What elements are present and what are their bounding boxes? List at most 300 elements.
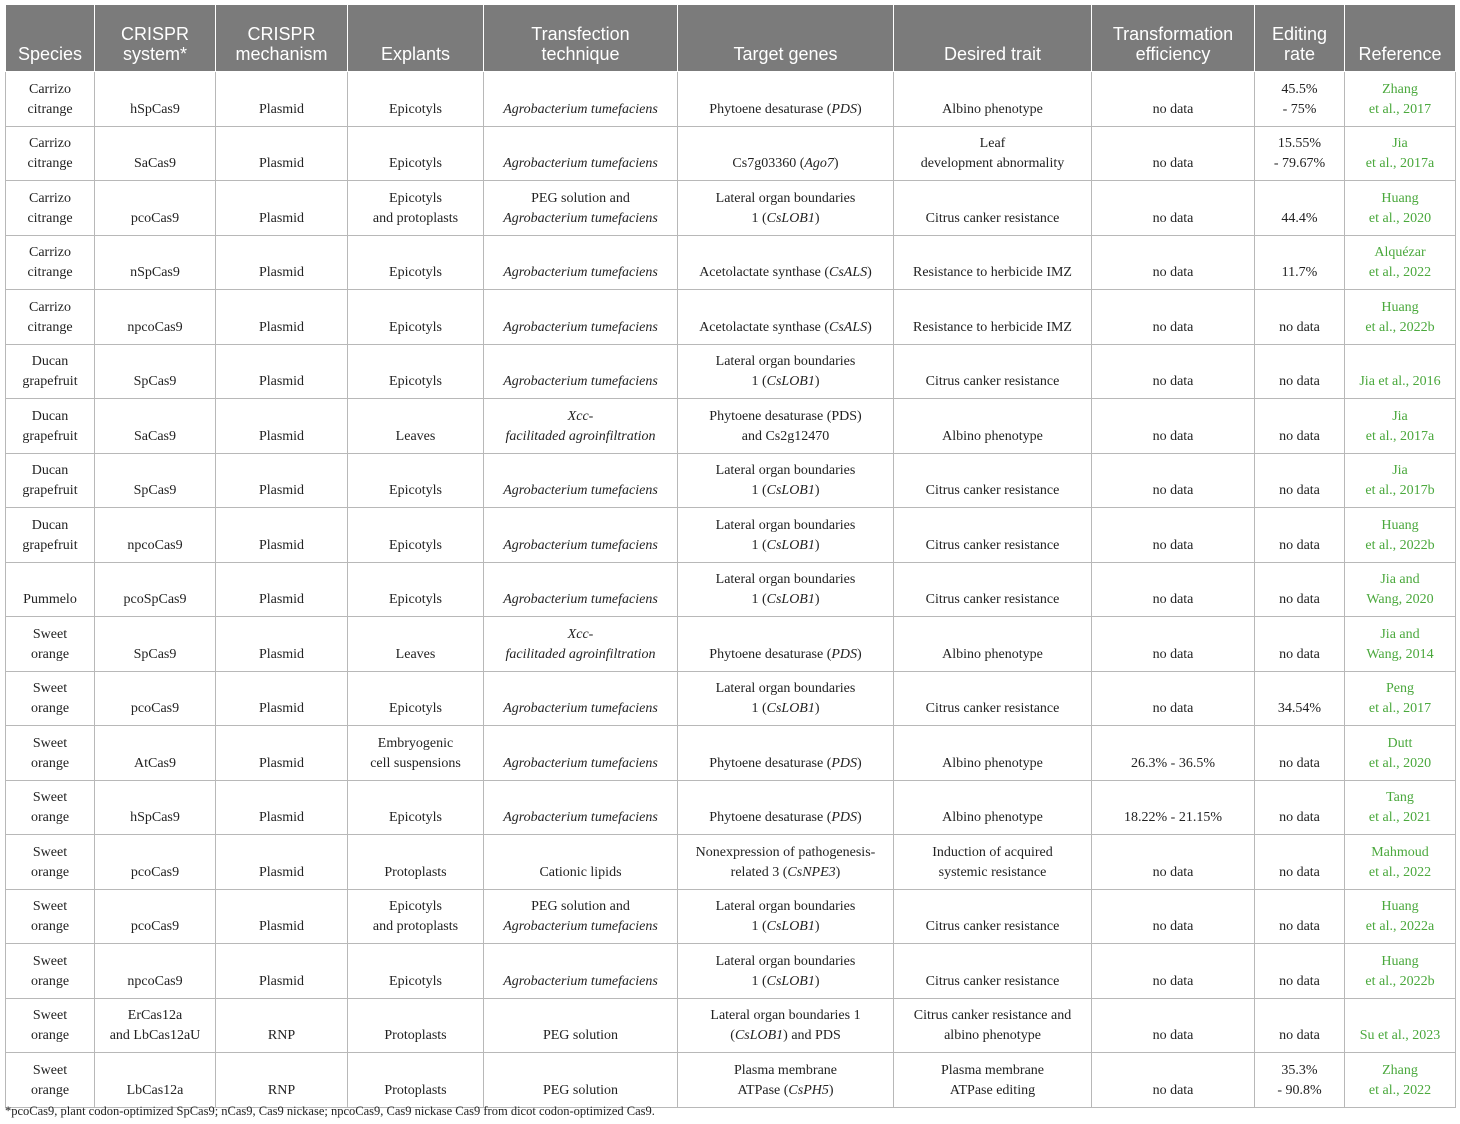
explants-line: Epicotyls xyxy=(389,483,442,499)
column-header-line: Explants xyxy=(380,44,451,64)
species-cell xyxy=(6,235,95,290)
crispr-mechanism-cell xyxy=(216,671,348,726)
transfection-technique-line: Xcc- xyxy=(567,626,594,642)
target-gene-symbol: Ago7 xyxy=(804,156,834,172)
editing-rate-line: no data xyxy=(1279,319,1320,335)
transfection-technique-line: PEG solution and xyxy=(531,190,630,206)
crispr-system-line: LbCas12a xyxy=(126,1082,184,1098)
editing-rate-cell xyxy=(1255,72,1345,127)
target-genes-cell xyxy=(678,181,894,236)
target-genes-text: 1 ( xyxy=(751,210,767,226)
target-gene-symbol: CsLOB1 xyxy=(766,973,815,989)
transfection-technique-cell xyxy=(484,835,678,890)
editing-rate-cell xyxy=(1255,998,1345,1053)
target-genes-text: ) xyxy=(814,537,820,553)
target-genes-text: and Cs2g12470 xyxy=(741,428,830,444)
target-genes-line: Lateral organ boundaries xyxy=(715,354,856,370)
reference-link[interactable] xyxy=(1345,835,1456,890)
target-gene-symbol: CsLOB1 xyxy=(734,1028,784,1044)
reference-line: Huang xyxy=(1381,953,1419,969)
crispr-system-cell xyxy=(95,399,216,454)
species-line: Sweet xyxy=(32,1062,68,1078)
table-row xyxy=(6,508,1456,563)
target-genes-cell xyxy=(678,780,894,835)
species-cell xyxy=(6,562,95,617)
column-header xyxy=(1255,5,1345,72)
column-header-line: CRISPR xyxy=(247,24,316,44)
transfection-technique-line: PEG solution xyxy=(542,1028,619,1044)
crispr-system-line: pcoCas9 xyxy=(130,864,180,880)
reference-line: Huang xyxy=(1381,517,1419,533)
desired-trait-cell xyxy=(894,617,1092,672)
target-genes-text: ) xyxy=(814,701,820,717)
explants-line: Epicotyls xyxy=(389,319,442,335)
species-cell xyxy=(6,617,95,672)
desired-trait-cell xyxy=(894,944,1092,999)
reference-link[interactable] xyxy=(1345,671,1456,726)
column-header-line: Species xyxy=(17,44,83,64)
transfection-technique-cell xyxy=(484,726,678,781)
table-row xyxy=(6,889,1456,944)
species-cell xyxy=(6,671,95,726)
target-genes-cell xyxy=(678,508,894,563)
species-line: orange xyxy=(30,810,70,826)
reference-link[interactable] xyxy=(1345,344,1456,399)
reference-line: Jia and xyxy=(1380,572,1420,588)
crispr-mechanism-cell xyxy=(216,344,348,399)
editing-rate-line: no data xyxy=(1279,428,1320,444)
crispr-mechanism-text: RNP xyxy=(267,1028,296,1044)
editing-rate-cell xyxy=(1255,617,1345,672)
desired-trait-cell xyxy=(894,453,1092,508)
explants-cell xyxy=(348,671,484,726)
explants-line: Epicotyls xyxy=(389,537,442,553)
desired-trait-line: Citrus canker resistance xyxy=(925,483,1060,499)
species-line: Sweet xyxy=(32,844,68,860)
table-row xyxy=(6,126,1456,181)
reference-link[interactable] xyxy=(1345,508,1456,563)
desired-trait-line: Citrus canker resistance xyxy=(925,701,1060,717)
column-header-line: Transformation xyxy=(1112,24,1234,44)
crispr-mechanism-cell xyxy=(216,617,348,672)
target-genes-text: 1 ( xyxy=(751,483,767,499)
explants-line: cell suspensions xyxy=(370,755,461,771)
reference-link[interactable] xyxy=(1345,453,1456,508)
crispr-table xyxy=(5,4,1456,1108)
target-gene-symbol: CsNPE3 xyxy=(787,864,836,880)
crispr-mechanism-text: Plasmid xyxy=(258,265,305,281)
crispr-mechanism-text: Plasmid xyxy=(258,210,305,226)
transformation-efficiency-cell xyxy=(1092,671,1255,726)
reference-line: Zhang xyxy=(1382,1062,1418,1078)
species-cell xyxy=(6,889,95,944)
target-genes-text: ) xyxy=(828,1082,834,1098)
crispr-mechanism-text: Plasmid xyxy=(258,592,305,608)
species-cell xyxy=(6,290,95,345)
crispr-mechanism-text: Plasmid xyxy=(258,646,305,662)
crispr-system-line: SaCas9 xyxy=(134,428,176,444)
species-line: Pummelo xyxy=(23,592,77,608)
reference-link[interactable] xyxy=(1345,290,1456,345)
species-cell xyxy=(6,453,95,508)
desired-trait-cell xyxy=(894,780,1092,835)
transfection-technique-cell xyxy=(484,998,678,1053)
explants-cell xyxy=(348,290,484,345)
target-genes-text: ) xyxy=(867,265,872,281)
column-header-line: Transfection xyxy=(531,24,630,44)
column-header xyxy=(6,5,95,72)
target-genes-text: 1 ( xyxy=(751,973,767,989)
species-cell xyxy=(6,399,95,454)
reference-line: Dutt xyxy=(1387,735,1413,751)
editing-rate-line: - 79.67% xyxy=(1273,156,1326,172)
species-cell xyxy=(6,126,95,181)
target-genes-cell xyxy=(678,617,894,672)
crispr-mechanism-cell xyxy=(216,835,348,890)
species-line: citrange xyxy=(27,210,73,226)
table-body xyxy=(6,72,1456,1108)
reference-line: Peng xyxy=(1386,681,1414,697)
transfection-technique-cell xyxy=(484,944,678,999)
transfection-technique-line: facilitaded agroinfiltration xyxy=(505,428,656,444)
transformation-efficiency-text: no data xyxy=(1152,319,1194,335)
crispr-mechanism-cell xyxy=(216,126,348,181)
explants-line: Leaves xyxy=(395,646,436,662)
table-row xyxy=(6,344,1456,399)
crispr-system-line: ErCas12a xyxy=(127,1008,183,1024)
crispr-mechanism-cell xyxy=(216,290,348,345)
reference-line: Jia and xyxy=(1380,626,1420,642)
crispr-mechanism-text: Plasmid xyxy=(258,483,305,499)
transformation-efficiency-text: no data xyxy=(1152,101,1194,117)
desired-trait-line: albino phenotype xyxy=(944,1028,1041,1044)
reference-link[interactable] xyxy=(1345,126,1456,181)
transfection-technique-line: Agrobacterium tumefaciens xyxy=(503,210,658,226)
explants-line: Embryogenic xyxy=(377,735,454,751)
target-genes-cell xyxy=(678,671,894,726)
species-line: Carrizo xyxy=(29,299,71,315)
transformation-efficiency-text: no data xyxy=(1152,864,1194,880)
transfection-technique-cell xyxy=(484,508,678,563)
desired-trait-cell xyxy=(894,562,1092,617)
editing-rate-line: no data xyxy=(1279,537,1320,553)
transfection-technique-cell xyxy=(484,344,678,399)
editing-rate-line: no data xyxy=(1279,1028,1320,1044)
desired-trait-line: Leaf xyxy=(979,136,1006,152)
desired-trait-line: Citrus canker resistance and xyxy=(913,1008,1072,1024)
desired-trait-line: Albino phenotype xyxy=(942,646,1043,662)
target-genes-line: Nonexpression of pathogenesis- xyxy=(695,844,876,860)
table-row xyxy=(6,181,1456,236)
column-header xyxy=(1092,5,1255,72)
table-row xyxy=(6,1053,1456,1108)
reference-line: et al., 2022 xyxy=(1368,265,1432,281)
target-gene-symbol: PDS xyxy=(831,646,858,662)
transfection-technique-line: Agrobacterium tumefaciens xyxy=(503,701,658,717)
target-genes-line: Plasma membrane xyxy=(733,1062,838,1078)
species-line: Sweet xyxy=(32,1008,68,1024)
transformation-efficiency-cell xyxy=(1092,835,1255,890)
reference-line: et al., 2022b xyxy=(1365,319,1435,335)
reference-line: Huang xyxy=(1381,899,1419,915)
transfection-technique-cell xyxy=(484,671,678,726)
transfection-technique-cell xyxy=(484,780,678,835)
reference-link[interactable] xyxy=(1345,72,1456,127)
species-line: orange xyxy=(30,646,70,662)
transformation-efficiency-text: no data xyxy=(1152,1082,1194,1098)
target-genes-line: Lateral organ boundaries xyxy=(715,572,856,588)
transformation-efficiency-cell xyxy=(1092,889,1255,944)
crispr-system-cell xyxy=(95,508,216,563)
crispr-mechanism-text: Plasmid xyxy=(258,755,305,771)
explants-line: Epicotyls xyxy=(389,973,442,989)
column-header xyxy=(95,5,216,72)
target-genes-line: Phytoene desaturase (PDS) xyxy=(709,408,862,424)
reference-link[interactable] xyxy=(1345,181,1456,236)
species-line: Sweet xyxy=(32,953,68,969)
reference-line: et al., 2017b xyxy=(1365,483,1435,499)
crispr-system-cell xyxy=(95,562,216,617)
reference-link[interactable] xyxy=(1345,726,1456,781)
target-genes-line: Lateral organ boundaries xyxy=(715,517,856,533)
species-line: Sweet xyxy=(32,790,68,806)
crispr-system-line: npcoCas9 xyxy=(127,973,183,989)
desired-trait-line: Albino phenotype xyxy=(942,101,1043,117)
target-genes-text: 1 ( xyxy=(751,592,767,608)
crispr-system-cell xyxy=(95,726,216,781)
crispr-system-cell xyxy=(95,889,216,944)
transfection-technique-cell xyxy=(484,617,678,672)
species-cell xyxy=(6,72,95,127)
species-line: Sweet xyxy=(32,735,68,751)
transformation-efficiency-cell xyxy=(1092,944,1255,999)
target-gene-symbol: CsLOB1 xyxy=(766,374,815,390)
reference-link[interactable] xyxy=(1345,617,1456,672)
explants-line: and protoplasts xyxy=(372,919,459,935)
transformation-efficiency-text: no data xyxy=(1152,701,1194,717)
column-header-line: mechanism xyxy=(235,44,328,64)
editing-rate-cell xyxy=(1255,835,1345,890)
crispr-system-line: pcoSpCas9 xyxy=(123,592,187,608)
target-genes-cell xyxy=(678,126,894,181)
explants-cell xyxy=(348,889,484,944)
desired-trait-line: Citrus canker resistance xyxy=(925,973,1060,989)
desired-trait-cell xyxy=(894,126,1092,181)
target-gene-symbol: CsLOB1 xyxy=(766,537,815,553)
transformation-efficiency-cell xyxy=(1092,126,1255,181)
transformation-efficiency-text: no data xyxy=(1152,646,1194,662)
editing-rate-cell xyxy=(1255,889,1345,944)
reference-link[interactable] xyxy=(1345,889,1456,944)
target-genes-text: ) xyxy=(814,919,820,935)
transformation-efficiency-cell xyxy=(1092,72,1255,127)
crispr-system-cell xyxy=(95,998,216,1053)
species-line: Carrizo xyxy=(29,81,71,97)
table-row xyxy=(6,726,1456,781)
target-genes-text: ) xyxy=(857,646,862,662)
editing-rate-line: no data xyxy=(1279,483,1320,499)
crispr-mechanism-cell xyxy=(216,508,348,563)
species-line: Ducan xyxy=(31,463,69,479)
reference-link[interactable] xyxy=(1345,399,1456,454)
species-cell xyxy=(6,998,95,1053)
crispr-system-line: SpCas9 xyxy=(133,483,177,499)
transformation-efficiency-cell xyxy=(1092,453,1255,508)
column-header-line: efficiency xyxy=(1135,44,1211,64)
species-cell xyxy=(6,835,95,890)
editing-rate-line: no data xyxy=(1279,919,1320,935)
reference-line: et al., 2021 xyxy=(1368,810,1432,826)
crispr-mechanism-text: Plasmid xyxy=(258,374,305,390)
target-genes-text: ) xyxy=(814,374,820,390)
target-gene-symbol: PDS xyxy=(831,101,858,117)
reference-line: et al., 2022 xyxy=(1368,1082,1432,1098)
target-genes-cell xyxy=(678,235,894,290)
table-row xyxy=(6,235,1456,290)
editing-rate-line: no data xyxy=(1279,374,1320,390)
editing-rate-cell xyxy=(1255,290,1345,345)
target-genes-text: 1 ( xyxy=(751,919,767,935)
crispr-mechanism-cell xyxy=(216,181,348,236)
explants-cell xyxy=(348,1053,484,1108)
target-genes-text: Phytoene desaturase ( xyxy=(709,810,832,826)
target-genes-text: Phytoene desaturase ( xyxy=(709,101,832,117)
reference-link[interactable] xyxy=(1345,1053,1456,1108)
target-genes-cell xyxy=(678,290,894,345)
explants-cell xyxy=(348,835,484,890)
species-line: Ducan xyxy=(31,517,69,533)
transfection-technique-cell xyxy=(484,72,678,127)
desired-trait-line: Induction of acquired xyxy=(932,844,1053,860)
target-genes-cell xyxy=(678,72,894,127)
reference-line: Tang xyxy=(1386,790,1414,806)
desired-trait-line: Citrus canker resistance xyxy=(925,374,1060,390)
target-genes-cell xyxy=(678,453,894,508)
reference-link[interactable] xyxy=(1345,235,1456,290)
explants-line: Protoplasts xyxy=(384,1028,447,1044)
transformation-efficiency-cell xyxy=(1092,290,1255,345)
explants-cell xyxy=(348,126,484,181)
transformation-efficiency-text: no data xyxy=(1152,973,1194,989)
desired-trait-line: Citrus canker resistance xyxy=(925,537,1060,553)
explants-line: and protoplasts xyxy=(372,210,459,226)
species-line: Sweet xyxy=(32,681,68,697)
target-genes-text: ) xyxy=(833,156,839,172)
reference-link[interactable] xyxy=(1345,944,1456,999)
crispr-mechanism-cell xyxy=(216,889,348,944)
crispr-system-line: and LbCas12aU xyxy=(109,1028,201,1044)
target-genes-text: related 3 ( xyxy=(730,864,788,880)
desired-trait-line: Citrus canker resistance xyxy=(925,592,1060,608)
transfection-technique-cell xyxy=(484,453,678,508)
target-genes-line: Lateral organ boundaries xyxy=(715,899,856,915)
target-gene-symbol: CsLOB1 xyxy=(766,701,815,717)
editing-rate-line: 11.7% xyxy=(1281,265,1318,281)
column-header-line: CRISPR xyxy=(120,24,189,44)
crispr-mechanism-text: Plasmid xyxy=(258,919,305,935)
target-genes-cell xyxy=(678,562,894,617)
transformation-efficiency-text: no data xyxy=(1152,592,1194,608)
target-gene-symbol: PDS xyxy=(831,755,858,771)
reference-line: et al., 2022b xyxy=(1365,537,1435,553)
crispr-system-cell xyxy=(95,1053,216,1108)
crispr-system-cell xyxy=(95,453,216,508)
crispr-mechanism-cell xyxy=(216,998,348,1053)
explants-line: Protoplasts xyxy=(384,1082,447,1098)
transformation-efficiency-cell xyxy=(1092,1053,1255,1108)
species-line: Ducan xyxy=(31,354,69,370)
reference-line: Jia xyxy=(1392,136,1408,152)
target-genes-text: ) xyxy=(814,592,820,608)
target-gene-symbol: CsLOB1 xyxy=(766,592,815,608)
species-line: grapefruit xyxy=(22,374,78,390)
explants-line: Epicotyls xyxy=(389,190,442,206)
crispr-mechanism-cell xyxy=(216,72,348,127)
column-header-line: Target genes xyxy=(733,44,838,64)
species-line: citrange xyxy=(27,265,73,281)
editing-rate-line: no data xyxy=(1279,864,1320,880)
desired-trait-cell xyxy=(894,344,1092,399)
species-line: orange xyxy=(30,701,70,717)
table-row xyxy=(6,290,1456,345)
transfection-technique-line: Agrobacterium tumefaciens xyxy=(503,537,658,553)
explants-cell xyxy=(348,562,484,617)
desired-trait-line: Plasma membrane xyxy=(940,1062,1045,1078)
desired-trait-cell xyxy=(894,181,1092,236)
crispr-system-cell xyxy=(95,944,216,999)
species-line: citrange xyxy=(27,101,73,117)
reference-line: Zhang xyxy=(1382,81,1418,97)
desired-trait-line: systemic resistance xyxy=(938,864,1047,880)
target-gene-symbol: CsLOB1 xyxy=(766,483,815,499)
species-line: orange xyxy=(30,919,70,935)
crispr-system-line: hSpCas9 xyxy=(130,810,180,826)
reference-link[interactable] xyxy=(1345,562,1456,617)
transfection-technique-line: Xcc- xyxy=(567,408,594,424)
transformation-efficiency-text: no data xyxy=(1152,265,1194,281)
table-row xyxy=(6,399,1456,454)
reference-link[interactable] xyxy=(1345,780,1456,835)
transfection-technique-line: Agrobacterium tumefaciens xyxy=(503,810,658,826)
explants-line: Epicotyls xyxy=(389,156,442,172)
species-line: grapefruit xyxy=(22,428,78,444)
target-gene-symbol: CsLOB1 xyxy=(766,210,815,226)
target-genes-text: ) xyxy=(857,810,862,826)
crispr-system-cell xyxy=(95,181,216,236)
species-line: Sweet xyxy=(32,626,68,642)
target-genes-line: Lateral organ boundaries xyxy=(715,463,856,479)
desired-trait-line: Albino phenotype xyxy=(942,810,1043,826)
explants-line: Epicotyls xyxy=(389,810,442,826)
transformation-efficiency-cell xyxy=(1092,562,1255,617)
editing-rate-cell xyxy=(1255,344,1345,399)
reference-line: et al., 2020 xyxy=(1368,755,1432,771)
table-row xyxy=(6,617,1456,672)
editing-rate-cell xyxy=(1255,235,1345,290)
transfection-technique-line: PEG solution and xyxy=(531,899,630,915)
reference-link[interactable] xyxy=(1345,998,1456,1053)
explants-line: Epicotyls xyxy=(389,899,442,915)
reference-line: et al., 2017 xyxy=(1368,701,1432,717)
editing-rate-line: no data xyxy=(1279,810,1320,826)
reference-line: Su et al., 2023 xyxy=(1359,1028,1441,1044)
transformation-efficiency-text: 26.3% - 36.5% xyxy=(1131,755,1215,771)
transfection-technique-line: Agrobacterium tumefaciens xyxy=(503,483,658,499)
table-row xyxy=(6,998,1456,1053)
crispr-mechanism-text: Plasmid xyxy=(258,101,305,117)
table-row xyxy=(6,780,1456,835)
target-genes-cell xyxy=(678,944,894,999)
